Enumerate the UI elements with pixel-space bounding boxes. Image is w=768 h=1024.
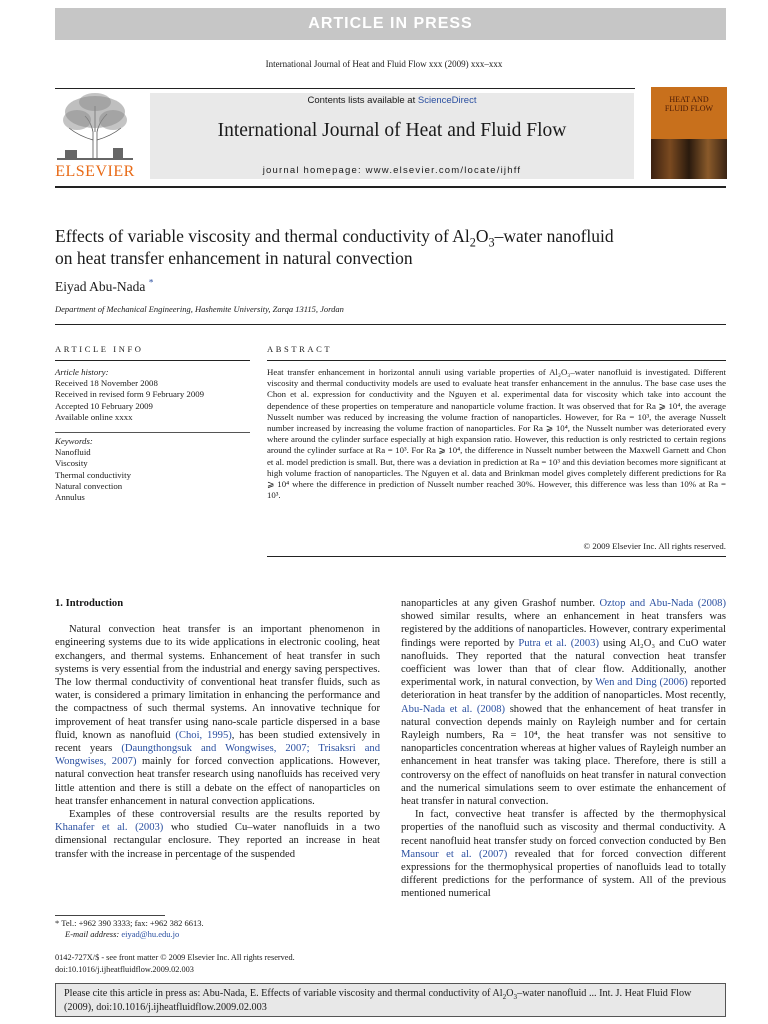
title-sub-2: 2 — [469, 235, 476, 250]
citation-link[interactable]: Khanafer et al. (2003) — [55, 822, 164, 834]
email-label: E-mail address: — [65, 929, 122, 940]
abstract-heading: ABSTRACT — [267, 344, 333, 354]
keyword: Annulus — [55, 492, 85, 503]
cite-sub-2: 2 — [502, 993, 507, 1002]
journal-cover-thumbnail[interactable] — [651, 87, 727, 179]
author-affiliation: Department of Mechanical Engineering, Hashemite University, Zarqa 13115, Jordan — [55, 304, 344, 314]
abstract-rule-bottom — [267, 556, 726, 557]
journal-title: International Journal of Heat and Fluid Flow — [217, 120, 567, 141]
section-heading: 1. Introduction — [55, 598, 124, 609]
footnote-tel: * Tel.: +962 390 3333; fax: +962 382 6613. — [55, 918, 204, 928]
contents-prefix: Contents lists available at — [307, 95, 418, 106]
author-text[interactable]: Eiyad Abu-Nada — [55, 279, 146, 294]
article-in-press-banner: ARTICLE IN PRESS — [55, 8, 726, 40]
cite-text-b: –water nanofluid ... Int. J. Heat Fluid Flow (2009), doi:10.1016/j.ijheatfluidflow.2009.02.003 — [64, 988, 692, 1013]
keywords-rule — [55, 432, 250, 433]
citation-link[interactable]: Mansour et al. (2007) — [401, 848, 508, 860]
abstract-text: Heat transfer enhancement in horizontal annuli using variable properties of Al₂O₃–water nanofluid is investigated. Different viscosity and thermal conductivity models are used to evaluate heat transfer enhancement in the annulus. The base case uses the Chon et al. expression for conductivity and the Nguyen et al. experimental data for viscosity which take into account the dependence of these properties on temperature and nanoparticle volume fraction. It was observed that for Ra ⩾ 10⁴, the average Nusselt number was reduced by increasing the volume fraction of nanoparticles. However, for Ra = 10³, the average Nusselt number increased by increasing the volume fraction of nanoparticles. For Ra ⩾ 10⁴, the Nusselt number was deteriorated every where around the cylinder surface especially at high expansion ratio. However, this reduction is only restricted to certain regions around the cylinder surface at Ra = 10³. For Ra ⩾ 10⁴, the difference in Nusselt number between the Maxwell Garnett and Chon et al. model prediction is small. But, there was a deviation in prediction at Ra = 10³ and this deviation becomes more significant at high volume fraction of nanoparticles. The Nguyen et al. data and Brinkman model gives completely different predictions for Ra ⩾ 10⁴ where the difference in prediction of Nusselt number reached 30%. However, this difference was less than 10% at Ra = 10³. — [267, 367, 726, 501]
elsevier-wordmark: ELSEVIER — [55, 163, 135, 180]
journal-homepage[interactable]: journal homepage: www.elsevier.com/locate/ijhff — [262, 165, 522, 176]
paragraph-text: In fact, convective heat transfer is affected by the thermophysical properties of the nanofluid such as viscosity and thermal conductivity. A recent nanofluid heat transfer study on forced convection conducted by Ben — [401, 809, 726, 847]
keyword: Viscosity — [55, 458, 88, 469]
title-part-b: –water nanofluid — [494, 226, 614, 246]
paragraph — [401, 808, 726, 900]
abstract-copyright: © 2009 Elsevier Inc. All rights reserved. — [583, 541, 726, 551]
paragraph — [55, 623, 380, 808]
email-link[interactable]: eiyad@hu.edu.jo — [121, 929, 180, 940]
keyword: Natural convection — [55, 480, 123, 491]
paragraph-text: nanoparticles at any given Grashof number. — [401, 598, 600, 609]
title-part-o: O — [475, 226, 489, 246]
history-item: Accepted 10 February 2009 — [55, 400, 153, 411]
abstract-rule — [267, 360, 726, 361]
citation-link[interactable]: Abu-Nada et al. (2008) — [401, 703, 506, 715]
doi-line[interactable]: doi:10.1016/j.ijheatfluidflow.2009.02.003 — [55, 964, 194, 974]
keywords-label: Keywords: — [55, 436, 93, 447]
cover-image-band — [651, 139, 727, 179]
paragraph-text: who studied Cu–water nanofluids in a two dimensional rectangular enclosure. They reported an increase in heat transfer with the increase in percentage of the suspended — [55, 822, 380, 860]
cover-title: HEAT AND FLUID FLOW — [664, 95, 714, 113]
article-info-heading: ARTICLE INFO — [55, 344, 144, 354]
paragraph-text: mainly for forced convection applications. However, natural convection heat transfer research using nanofluids has received very little attention and there is still a debate on the effect of nanoparticles on heat transfer enhancement in natural convection applications. — [55, 756, 380, 807]
paragraph-text: revealed that for forced convection different expressions for the thermophysical properties of nanofluids lead to totally different predictions for the performance of system. All of the previous mentioned numerical — [401, 848, 727, 900]
cite-text-a: Please cite this article in press as: Abu-Nada, E. Effects of variable viscosity and thermal conductivity of Al — [64, 988, 503, 999]
paragraph-text: Examples of these controversial results are the results reported by — [69, 809, 380, 821]
citation-link[interactable]: Putra et al. (2003) — [518, 637, 599, 649]
title-part-a: Effects of variable viscosity and thermal conductivity of Al — [55, 226, 470, 246]
title-rule — [55, 324, 726, 325]
footnote — [55, 918, 385, 940]
paragraph-text: , has been studied extensively in recent years — [55, 729, 380, 755]
paragraph — [55, 808, 380, 861]
paragraph-text: showed that the enhancement of heat transfer in natural convection depends mainly on Rayleigh number and for certain Rayleigh numbers, Ra = 10⁴, the heat transfer was not sensitive to nanoparticles concentration whereas at higher values of Rayleigh number an enhancement in heat transfer was taking place. Therefore, there is still a controversy on the effect of nanofluids on heat transfer in natural convection and the numerical simulations seem to over estimate the enhancement of heat transfer in natural convection. — [401, 703, 726, 808]
body-column-right — [401, 597, 726, 901]
author-footnote-mark[interactable]: * — [148, 278, 154, 289]
paragraph-text: using Al₂O₃ and CuO water nanofluids. They reported that the natural convection heat transfer coefficient was lower than that of clear flow. Additionally, another experimental work, in natural convection, by — [401, 637, 726, 689]
author-name — [55, 279, 153, 295]
title-sub-3: 3 — [488, 235, 495, 250]
running-head: International Journal of Heat and Fluid Flow xxx (2009) xxx–xxx — [265, 59, 503, 69]
cite-sub-3: 3 — [513, 993, 518, 1002]
keyword: Nanofluid — [55, 447, 91, 458]
paragraph-text: reported deterioration in heat transfer by the addition of nanoparticles. Most recently, — [401, 677, 726, 702]
title-line-2: on heat transfer enhancement in natural convection — [55, 248, 413, 268]
header-rule-bottom — [55, 186, 726, 188]
article-info-rule — [55, 360, 250, 361]
front-matter — [55, 952, 395, 975]
citation-link[interactable]: Oztop and Abu-Nada (2008) — [599, 598, 726, 609]
history-item: Received 18 November 2008 — [55, 378, 158, 389]
paragraph-text: Natural convection heat transfer is an important phenomenon in engineering systems due to its wide applications in electronic cooling, heat exchangers, and thermal systems. Enhancement of heat transfer in such systems is very essential from the industrial and energy saving perspectives. The low thermal conductivity of conventional heat transfer fluids, such as water, is considered a primary limitation in enhancing the performance and the compactness of such thermal systems. An innovative technique for improvement of heat transfer using nano-scale particle dispersed in a base fluid, known as nanofluid — [55, 624, 380, 741]
issn-line: 0142-727X/$ - see front matter © 2009 Elsevier Inc. All rights reserved. — [55, 953, 295, 962]
cite-o: O — [506, 988, 514, 999]
footnote-rule — [55, 915, 165, 916]
body-column-left — [55, 597, 380, 861]
article-info — [55, 367, 255, 503]
citation-link[interactable]: (Daungthongsuk and Wongwises, 2007; Trisaksri and Wongwises, 2007) — [55, 743, 380, 768]
sciencedirect-link[interactable]: ScienceDirect — [417, 95, 477, 106]
article-title — [55, 225, 735, 269]
contents-available — [150, 95, 634, 106]
citation-link[interactable]: Wen and Ding (2006) — [595, 677, 688, 689]
history-label: Article history: — [55, 367, 109, 377]
history-item: Available online xxxx — [55, 411, 133, 422]
keyword: Thermal conductivity — [55, 469, 131, 480]
citation-link[interactable]: (Choi, 1995) — [175, 729, 232, 741]
citation-box — [55, 983, 726, 1017]
paragraph-text: showed similar results, where an enhancement in heat transfers was registered by the additions of nanoparticles. However, contrary experimental findings were reported by — [401, 611, 726, 649]
history-item: Received in revised form 9 February 2009 — [55, 389, 205, 400]
paragraph — [401, 597, 726, 808]
header-rule-top — [55, 88, 635, 89]
